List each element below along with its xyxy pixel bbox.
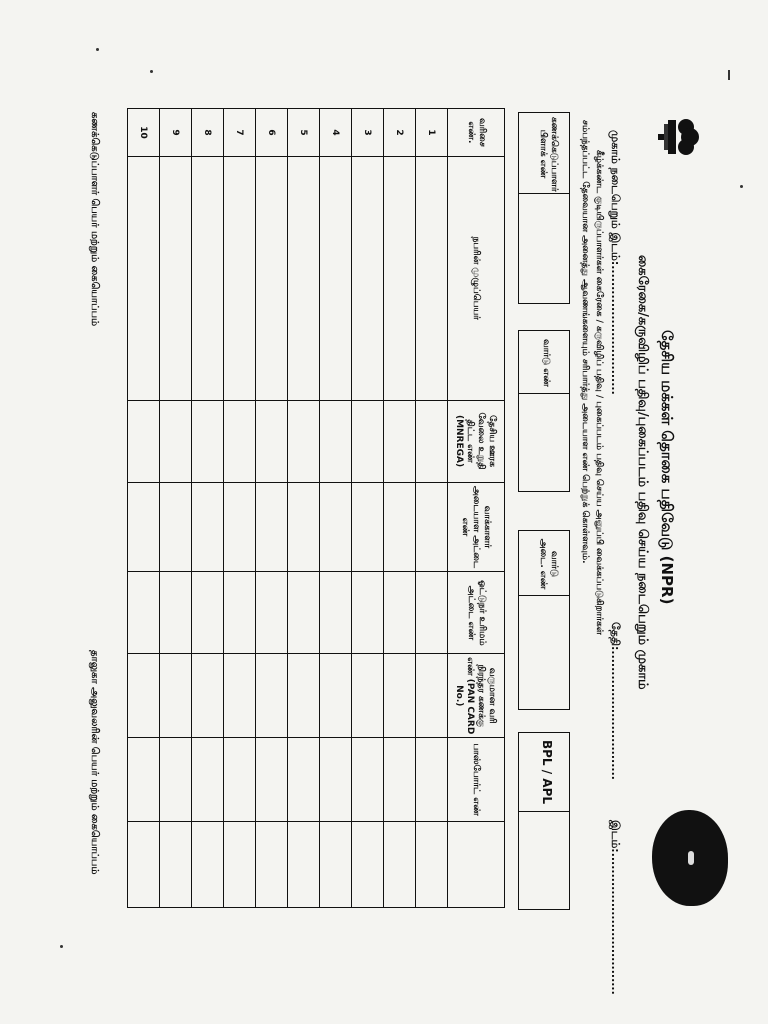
header-serial-no: வரிசை எண். (448, 109, 505, 157)
table-row (288, 109, 320, 908)
table-cell (352, 572, 384, 654)
table-cell (128, 482, 160, 572)
row-serial-number: 8 (192, 109, 224, 157)
header-pan-card: வருமான வரி நிரந்தர கணக்கு எண் (PAN CARD No.) (448, 654, 505, 738)
residents-table (127, 108, 505, 908)
table-cell (288, 400, 320, 482)
table-cell (384, 156, 416, 400)
table-cell (128, 738, 160, 822)
instruction-line-2: சம்பந்தப்பட்ட தேவையான அனைத்து ஆவணங்களையும் சரிபார்த்து அடையாள எண் பெற்றுக் கொள்ளவும். (580, 120, 590, 564)
table-cell (416, 572, 448, 654)
table-cell (416, 482, 448, 572)
table-cell (416, 156, 448, 400)
ward-box (518, 330, 570, 492)
row-serial-number: 3 (352, 109, 384, 157)
table-cell (288, 156, 320, 400)
header-passport: பாஸ்போர்ட் எண் (448, 738, 505, 822)
header-mnrega: தேசிய ஊரக வேலை உறுதி திட்ட எண் (MNREGA) (448, 400, 505, 482)
table-cell (128, 400, 160, 482)
table-cell (256, 400, 288, 482)
row-serial-number: 1 (416, 109, 448, 157)
ward-id-box (518, 530, 570, 710)
table-cell (224, 654, 256, 738)
table-cell (192, 482, 224, 572)
table-cell (160, 482, 192, 572)
row-serial-number: 6 (256, 109, 288, 157)
row-serial-number: 2 (384, 109, 416, 157)
table-row (320, 109, 352, 908)
table-header-row (448, 109, 505, 908)
enumerator-block-box (518, 112, 570, 304)
table-cell (288, 738, 320, 822)
row-serial-number: 10 (128, 109, 160, 157)
table-row (352, 109, 384, 908)
table-cell (192, 738, 224, 822)
table-cell (160, 400, 192, 482)
table-cell (320, 156, 352, 400)
table-cell (288, 822, 320, 908)
table-cell (320, 400, 352, 482)
table-cell (320, 482, 352, 572)
table-cell (256, 654, 288, 738)
row-serial-number: 5 (288, 109, 320, 157)
row-serial-number: 9 (160, 109, 192, 157)
table-cell (384, 654, 416, 738)
table-cell (256, 738, 288, 822)
form-subtitle: கைரேகை/கருவிழிப் பதிவு/புகைப்படம் பதிவு செய்ய நடைபெறும் முகாம் (635, 255, 650, 690)
table-cell (416, 738, 448, 822)
table-cell (320, 572, 352, 654)
table-cell (416, 654, 448, 738)
table-row (192, 109, 224, 908)
ward-label: வார்டு எண் (541, 339, 551, 387)
enumerator-signature: கணக்கெடுப்பாளர் பெயர் மற்றும் கையொப்பம் (89, 112, 100, 327)
national-emblem-icon (656, 112, 706, 162)
table-cell (320, 822, 352, 908)
header-full-name: நபரின் முழுப்பெயர் (448, 156, 505, 400)
table-cell (416, 400, 448, 482)
table-cell (416, 822, 448, 908)
table-cell (128, 572, 160, 654)
date-field: தேதி:............................... (609, 622, 622, 780)
table-cell (224, 400, 256, 482)
table-cell (192, 572, 224, 654)
table-cell (352, 738, 384, 822)
table-cell (384, 572, 416, 654)
table-cell (352, 654, 384, 738)
bpl-apl-label: BPL / APL (540, 739, 554, 805)
table-cell (224, 572, 256, 654)
table-row (416, 109, 448, 908)
table-cell (192, 822, 224, 908)
office-seal (652, 810, 728, 906)
table-cell (352, 156, 384, 400)
ward-id-label: வார்டு அடை. எண் (538, 538, 559, 590)
table-cell (352, 482, 384, 572)
table-cell (256, 822, 288, 908)
instruction-line-1: கீழ்க்கண்ட குடியிருப்பாளர்கள் கைரேகை / கருவிழிப் பதிவு / புகைப்படம் பதிவு செய்ய அனுப்பி வைக்கப்படுகிறார்கள் (594, 150, 604, 635)
table-cell (352, 822, 384, 908)
table-cell (160, 654, 192, 738)
table-row (160, 109, 192, 908)
table-cell (160, 738, 192, 822)
table-row (256, 109, 288, 908)
table-cell (384, 738, 416, 822)
enumerator-block-label: கணக்கெடுப்பாளர் பிளாக் எண் (538, 117, 559, 192)
table-cell (128, 654, 160, 738)
table-cell (160, 822, 192, 908)
table-cell (224, 738, 256, 822)
table-cell (160, 156, 192, 400)
camp-place-field: முகாம் நடைபெறும் இடம்:............................... (609, 130, 622, 395)
table-cell (352, 400, 384, 482)
table-cell (160, 572, 192, 654)
table-cell (192, 156, 224, 400)
table-cell (320, 654, 352, 738)
table-cell (256, 156, 288, 400)
table-cell (320, 738, 352, 822)
table-cell (288, 482, 320, 572)
table-cell (384, 482, 416, 572)
header-extra (448, 822, 505, 908)
table-cell (192, 400, 224, 482)
table-cell (384, 400, 416, 482)
table-cell (224, 482, 256, 572)
row-serial-number: 4 (320, 109, 352, 157)
table-cell (224, 822, 256, 908)
table-cell (384, 822, 416, 908)
table-row (384, 109, 416, 908)
table-cell (128, 822, 160, 908)
row-serial-number: 7 (224, 109, 256, 157)
table-cell (128, 156, 160, 400)
officer-signature: தாலுகா அலுவலரின் பெயர் மற்றும் கையொப்பம் (89, 650, 100, 875)
table-cell (224, 156, 256, 400)
form-title: தேசிய மக்கள் தொகை பதிவேடு (NPR) (658, 330, 676, 605)
table-cell (192, 654, 224, 738)
table-row (224, 109, 256, 908)
table-cell (256, 572, 288, 654)
table-row (128, 109, 160, 908)
header-voter-id: வாக்காளர் அடையாள அட்டை எண் (448, 482, 505, 572)
table-cell (288, 572, 320, 654)
bpl-apl-box (518, 732, 570, 910)
header-driving-licence: ஓட்டுநர் உரிமம் அட்டை எண் (448, 572, 505, 654)
table-cell (256, 482, 288, 572)
place-field: இடம்:.................................. (609, 820, 622, 995)
table-cell (288, 654, 320, 738)
